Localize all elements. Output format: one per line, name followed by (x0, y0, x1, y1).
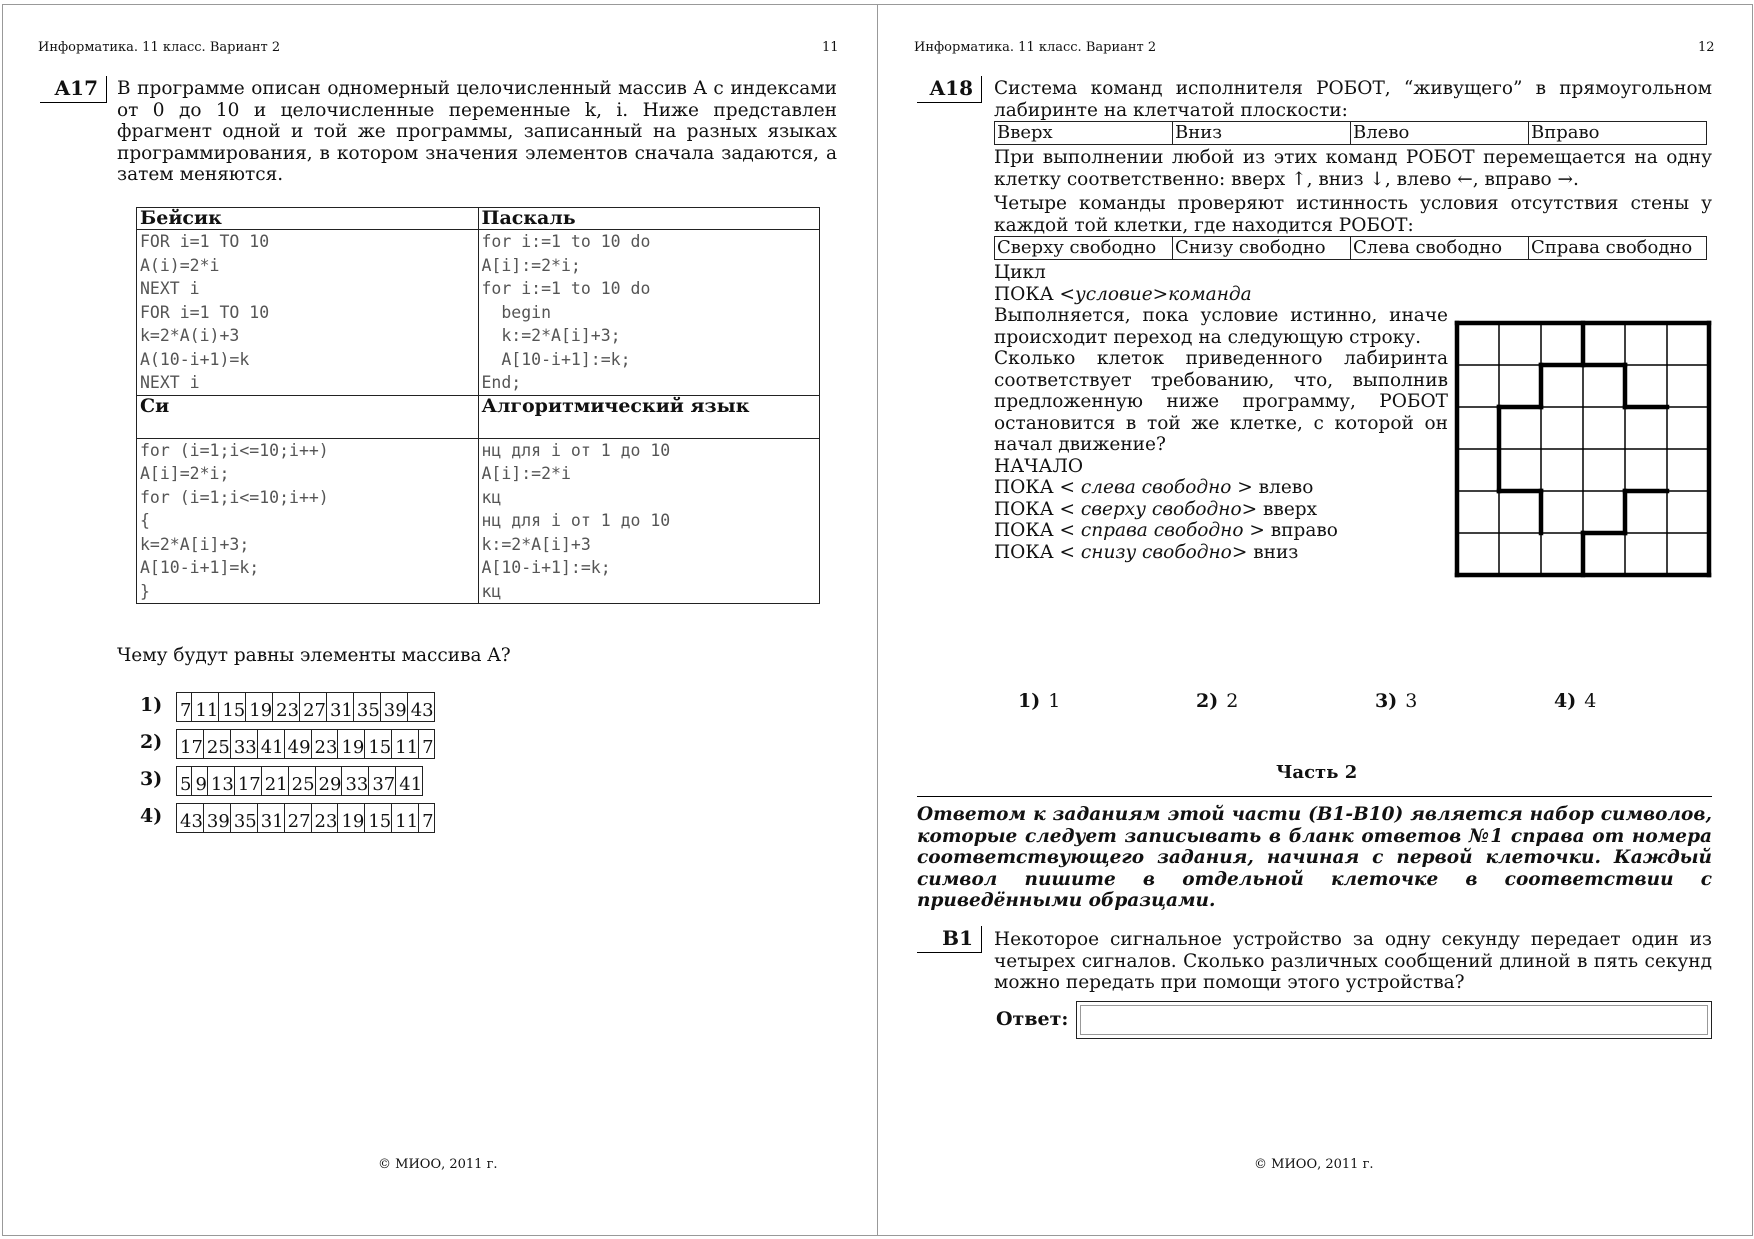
answer-field[interactable] (1076, 1001, 1712, 1039)
array-cell: 43 (407, 693, 434, 722)
basic-code: FOR i=1 TO 10 A(i)=2*i NEXT i FOR i=1 TO 10 k=2*A(i)+3 A(10-i+1)=k NEXT i (137, 230, 479, 396)
array-cell: 9 (192, 767, 207, 796)
loop-title: Цикл (994, 262, 1046, 283)
condition: снизу свободно (1080, 541, 1232, 563)
keyword: ПОКА < (994, 477, 1081, 498)
option-array (176, 766, 423, 796)
array-cell: 43 (177, 804, 204, 833)
array-cell: 23 (311, 804, 338, 833)
conditions-table (994, 236, 1707, 260)
array-cell: 35 (353, 693, 380, 722)
condition: слева свободно (1080, 477, 1232, 498)
algo-header: Алгоритмический язык (478, 395, 820, 438)
command-cell: Вниз (1173, 122, 1351, 145)
array-cell: 15 (365, 804, 392, 833)
array-cell: 27 (284, 804, 311, 833)
condition-cell: Снизу свободно (1173, 237, 1351, 260)
array-cell: 25 (288, 767, 315, 796)
array-cell: 35 (230, 804, 257, 833)
array-cell: 17 (234, 767, 261, 796)
array-cell: 11 (392, 730, 419, 759)
array-cell: 27 (300, 693, 327, 722)
part-title: Часть 2 (1276, 762, 1358, 783)
array-cell: 15 (219, 693, 246, 722)
answer-option (1196, 690, 1238, 712)
algo-code: нц для i от 1 до 10 A[i]:=2*i кц нц для i от 1 до 10 k:=2*A[i]+3 A[10-i+1]:=k; кц (478, 438, 820, 604)
array-cell: 41 (257, 730, 284, 759)
array-cell: 39 (203, 804, 230, 833)
answer-value (1080, 1005, 1708, 1035)
option-value: 3 (1405, 690, 1418, 712)
loop-syntax (994, 284, 1712, 306)
option-value: 2 (1226, 690, 1239, 712)
answer-label: Ответ: (996, 1008, 1069, 1030)
c-header: Си (137, 395, 479, 438)
maze-question: Сколько клеток приведенного лабиринта соответствует требованию, что, выполнив предложенную ниже программу, РОБОТ остановится в той же клетке, с которой он начал движение? (994, 348, 1448, 455)
action: > вправо (1243, 520, 1338, 541)
part-instructions: Ответом к заданиям этой части (В1-В10) является набор символов, которые следует записывать в бланк ответов №1 справа от номера соответствующего задания, начиная с первой клеточки. Каждый символ пишите в отдельной клеточке в соответствии с приведёнными образцами. (917, 804, 1712, 911)
loop-syntax-args: <условие>команда (1059, 283, 1252, 305)
action: > вверх (1241, 498, 1318, 520)
option-number: 2) (1196, 690, 1219, 712)
array-cell: 11 (192, 693, 219, 722)
option-number: 2) (140, 731, 163, 753)
condition: справа свободно (1080, 520, 1244, 541)
left-page (2, 4, 878, 1236)
intro-text: Система команд исполнителя РОБОТ, “живущего” в прямоугольном лабиринте на клетчатой плоскости: (994, 78, 1712, 121)
answer-option (1554, 690, 1596, 712)
action: > вниз (1231, 541, 1299, 563)
question-text: В программе описан одномерный целочисленный массив A с индексами от 0 до 10 и целочисленные переменные k, i. Ниже представлен фрагмент одной и той же программы, записанный на разных языках программирования, в котором значения элементов сначала задаются, а затем меняются. (117, 78, 837, 185)
keyword: ПОКА < (994, 498, 1081, 520)
b1-text: Некоторое сигнальное устройство за одну секунду передает один из четырех сигналов. Сколько различных сообщений длиной в пять секунд можно передать при помощи этого устройства? (994, 929, 1712, 993)
array-cell: 7 (419, 804, 434, 833)
page-number: 12 (1698, 40, 1715, 55)
question-label: A18 (917, 76, 982, 103)
pascal-code: for i:=1 to 10 do A[i]:=2*i; for i:=1 to 10 do begin k:=2*A[i]+3; A[10-i+1]:=k; End; (478, 230, 820, 396)
command-cell: Влево (1351, 122, 1529, 145)
option-number: 1) (1018, 690, 1041, 712)
move-text: При выполнении любой из этих команд РОБОТ перемещается на одну клетку соответственно: вверх ↑, вниз ↓, влево ←, вправо →. (994, 147, 1712, 190)
array-cell: 19 (246, 693, 273, 722)
option-number: 3) (140, 768, 163, 790)
page-footer: © МИОО, 2011 г. (378, 1157, 498, 1172)
array-cell: 15 (365, 730, 392, 759)
basic-header: Бейсик (137, 208, 479, 230)
option-number: 1) (140, 694, 163, 716)
action: > влево (1231, 477, 1314, 498)
option-number: 4) (140, 805, 163, 827)
array-cell: 31 (257, 804, 284, 833)
array-cell: 41 (396, 767, 423, 796)
commands-table (994, 121, 1707, 145)
pascal-header: Паскаль (478, 208, 820, 230)
array-cell: 17 (177, 730, 204, 759)
array-cell: 23 (311, 730, 338, 759)
array-question: Чему будут равны элементы массива A? (117, 645, 511, 666)
array-cell: 5 (177, 767, 192, 796)
check-text: Четыре команды проверяют истинность условия отсутствия стены у каждой той клетки, где находится РОБОТ: (994, 193, 1712, 236)
array-cell: 21 (261, 767, 288, 796)
command-cell: Вправо (1529, 122, 1707, 145)
array-cell: 39 (380, 693, 407, 722)
array-cell: 33 (342, 767, 369, 796)
question-label: B1 (917, 926, 982, 953)
array-cell: 29 (315, 767, 342, 796)
page-footer: © МИОО, 2011 г. (1254, 1157, 1374, 1172)
option-array (176, 729, 435, 759)
option-value: 4 (1584, 690, 1597, 712)
page-header: Информатика. 11 класс. Вариант 2 (38, 40, 281, 55)
answer-option (1018, 690, 1060, 712)
loop-description: Выполняется, пока условие истинно, иначе происходит переход на следующую строку. (994, 305, 1448, 348)
program-start: НАЧАЛО (994, 455, 1084, 477)
keyword: ПОКА < (994, 541, 1081, 563)
loop-keyword: ПОКА (994, 283, 1060, 305)
code-table (136, 207, 820, 604)
array-cell: 7 (177, 693, 192, 722)
condition-cell: Слева свободно (1351, 237, 1529, 260)
condition-cell: Справа свободно (1529, 237, 1707, 260)
condition: сверху свободно (1080, 498, 1242, 520)
option-array (176, 803, 435, 833)
array-cell: 19 (338, 730, 365, 759)
array-cell: 33 (230, 730, 257, 759)
page-number: 11 (822, 40, 839, 55)
command-cell: Вверх (995, 122, 1173, 145)
divider (917, 796, 1712, 797)
array-cell: 37 (369, 767, 396, 796)
answer-option (1375, 690, 1417, 712)
array-cell: 19 (338, 804, 365, 833)
array-cell: 31 (326, 693, 353, 722)
option-number: 4) (1554, 690, 1577, 712)
c-code: for (i=1;i<=10;i++) A[i]=2*i; for (i=1;i<=10;i++) { k=2*A[i]+3; A[10-i+1]=k; } (137, 438, 479, 604)
maze (1454, 320, 1712, 584)
keyword: ПОКА < (994, 520, 1081, 541)
array-cell: 49 (284, 730, 311, 759)
option-array (176, 692, 435, 722)
question-label: A17 (40, 76, 107, 103)
condition-cell: Сверху свободно (995, 237, 1173, 260)
page-header: Информатика. 11 класс. Вариант 2 (914, 40, 1157, 55)
array-cell: 11 (392, 804, 419, 833)
option-value: 1 (1048, 690, 1061, 712)
option-number: 3) (1375, 690, 1398, 712)
array-cell: 13 (207, 767, 234, 796)
array-cell: 7 (419, 730, 434, 759)
array-cell: 25 (203, 730, 230, 759)
array-cell: 23 (273, 693, 300, 722)
